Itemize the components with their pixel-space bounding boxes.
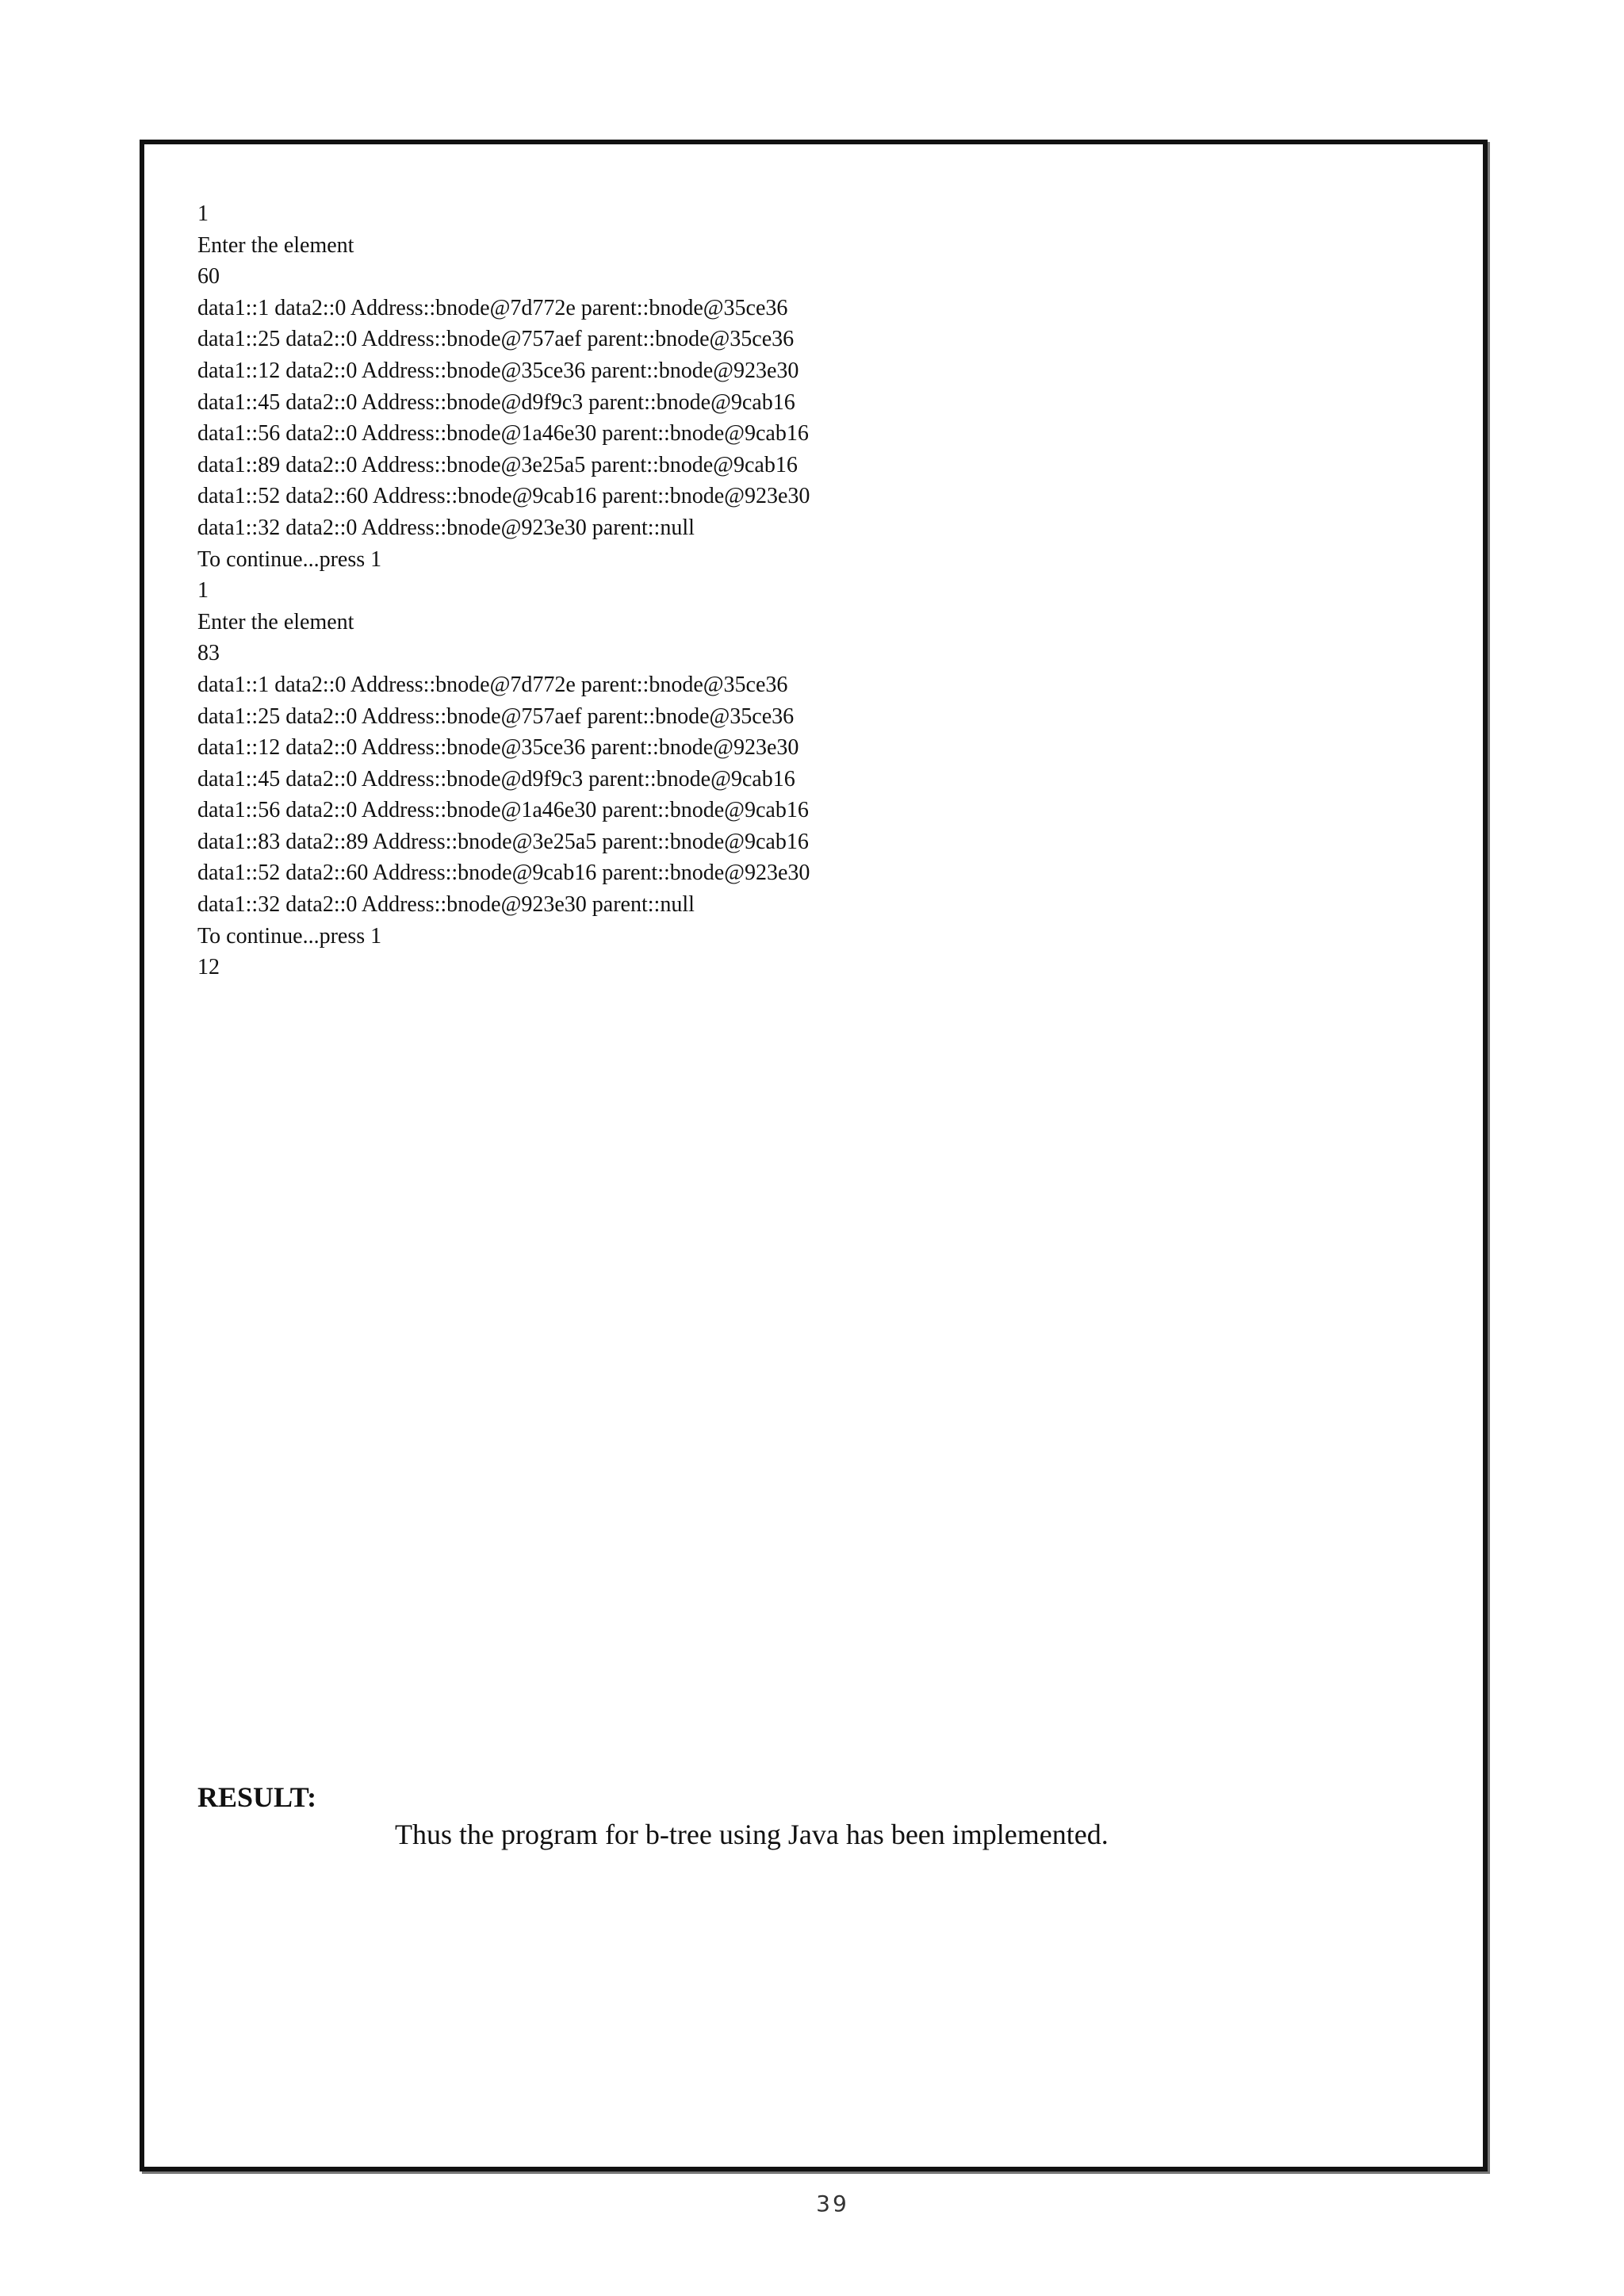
output-line: data1::89 data2::0 Address::bnode@3e25a5 parent::bnode@9cab16 — [197, 452, 798, 477]
output-line: 83 — [197, 641, 220, 666]
output-line: data1::1 data2::0 Address::bnode@7d772e parent::bnode@35ce36 — [197, 672, 788, 697]
output-line: To continue...press 1 — [197, 923, 382, 949]
output-line: data1::52 data2::60 Address::bnode@9cab16 parent::bnode@923e30 — [197, 861, 810, 886]
output-line: 12 — [197, 955, 220, 980]
output-line: data1::12 data2::0 Address::bnode@35ce36 parent::bnode@923e30 — [197, 735, 799, 761]
output-line: data1::25 data2::0 Address::bnode@757aef parent::bnode@35ce36 — [197, 703, 795, 729]
output-line: data1::12 data2::0 Address::bnode@35ce36 parent::bnode@923e30 — [197, 358, 799, 383]
output-line: To continue...press 1 — [197, 546, 382, 572]
result-text: Thus the program for b-tree using Java has been implemented. — [395, 1819, 1109, 1850]
output-line: data1::45 data2::0 Address::bnode@d9f9c3 parent::bnode@9cab16 — [197, 766, 795, 792]
output-line: Enter the element — [197, 232, 354, 258]
output-line: data1::25 data2::0 Address::bnode@757aef parent::bnode@35ce36 — [197, 327, 795, 352]
output-line: 1 — [197, 578, 209, 604]
result-heading: RESULT: — [197, 1781, 317, 1813]
output-line: Enter the element — [197, 609, 354, 634]
output-line: data1::52 data2::60 Address::bnode@9cab16 parent::bnode@923e30 — [197, 484, 810, 509]
output-line: 1 — [197, 201, 209, 226]
output-line: data1::56 data2::0 Address::bnode@1a46e30 parent::bnode@9cab16 — [197, 421, 809, 447]
output-line: data1::56 data2::0 Address::bnode@1a46e30 parent::bnode@9cab16 — [197, 798, 809, 823]
program-output — [197, 198, 1387, 983]
output-line: data1::45 data2::0 Address::bnode@d9f9c3 parent::bnode@9cab16 — [197, 389, 795, 415]
page-number: 39 — [816, 2191, 849, 2217]
output-line: data1::83 data2::89 Address::bnode@3e25a5 parent::bnode@9cab16 — [197, 829, 809, 854]
output-line: data1::1 data2::0 Address::bnode@7d772e parent::bnode@35ce36 — [197, 295, 788, 320]
output-line: data1::32 data2::0 Address::bnode@923e30 parent::null — [197, 892, 695, 918]
output-line: 60 — [197, 264, 220, 289]
output-line: data1::32 data2::0 Address::bnode@923e30 parent::null — [197, 515, 695, 540]
